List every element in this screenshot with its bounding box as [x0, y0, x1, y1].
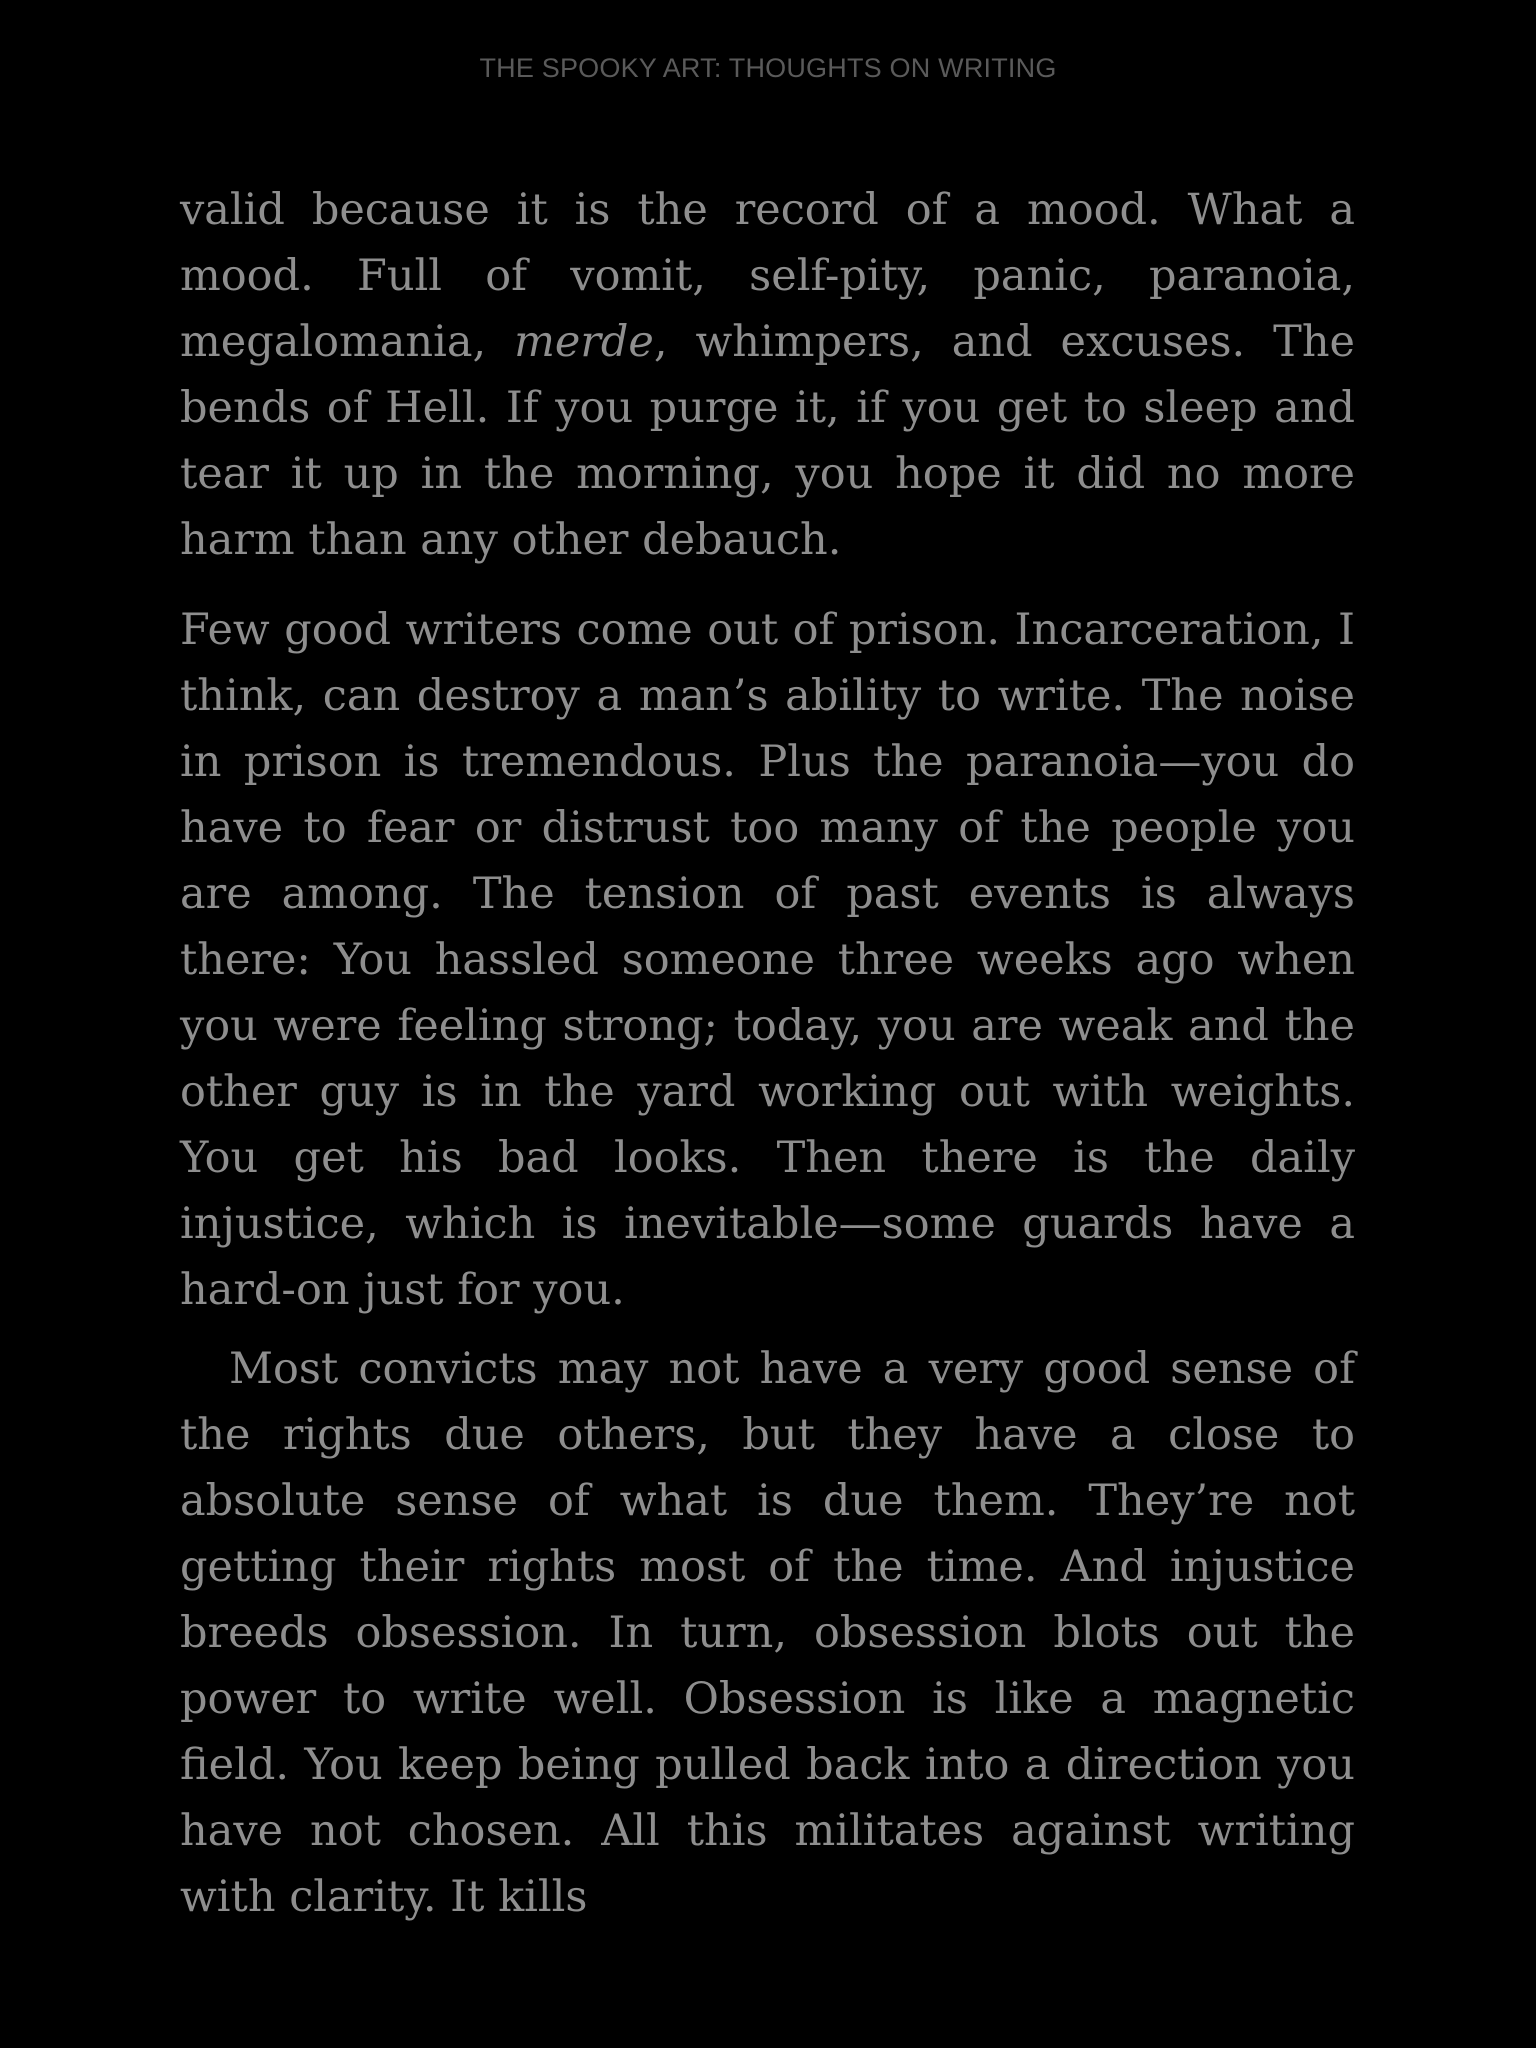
paragraph-1 [180, 177, 1355, 573]
paragraph-1-text-end: , whimpers, and excuses. The bends of Hell. If you purge it, if you get to sleep and tear it up in the morning, you hope it did no more harm than any other debauch. [180, 317, 1355, 565]
paragraph-1-italic-word: merde [514, 317, 654, 367]
paragraph-3: Most convicts may not have a very good sense of the rights due others, but they have a close to absolute sense of what is due them. They’re not getting their rights most of the time. And injustice breeds obsession. In turn, obsession blots out the power to write well. Obsession is like a magnetic field. You keep being pulled back into a direction you have not chosen. All this militates against writing with clarity. It kills [180, 1344, 1355, 1922]
paragraph-2: Few good writers come out of prison. Incarceration, I think, can destroy a man’s ability to write. The noise in prison is tremendous. Plus the paranoia—you do have to fear or distrust too many of the people you are among. The tension of past events is always there: You hassled someone three weeks ago when you were feeling strong; today, you are weak and the other guy is in the yard working out with weights. You get his bad looks. Then there is the daily injustice, which is inevitable—some guards have a hard-on just for you. [180, 605, 1355, 1315]
paragraph-1-text-start: valid because it is the record of a mood. What a mood. Full of vomit, self-pity, panic, paranoia, megalomania, [180, 185, 1355, 367]
running-header-title: THE SPOOKY ART: THOUGHTS ON WRITING [479, 53, 1057, 83]
book-text-body [180, 177, 1355, 1930]
